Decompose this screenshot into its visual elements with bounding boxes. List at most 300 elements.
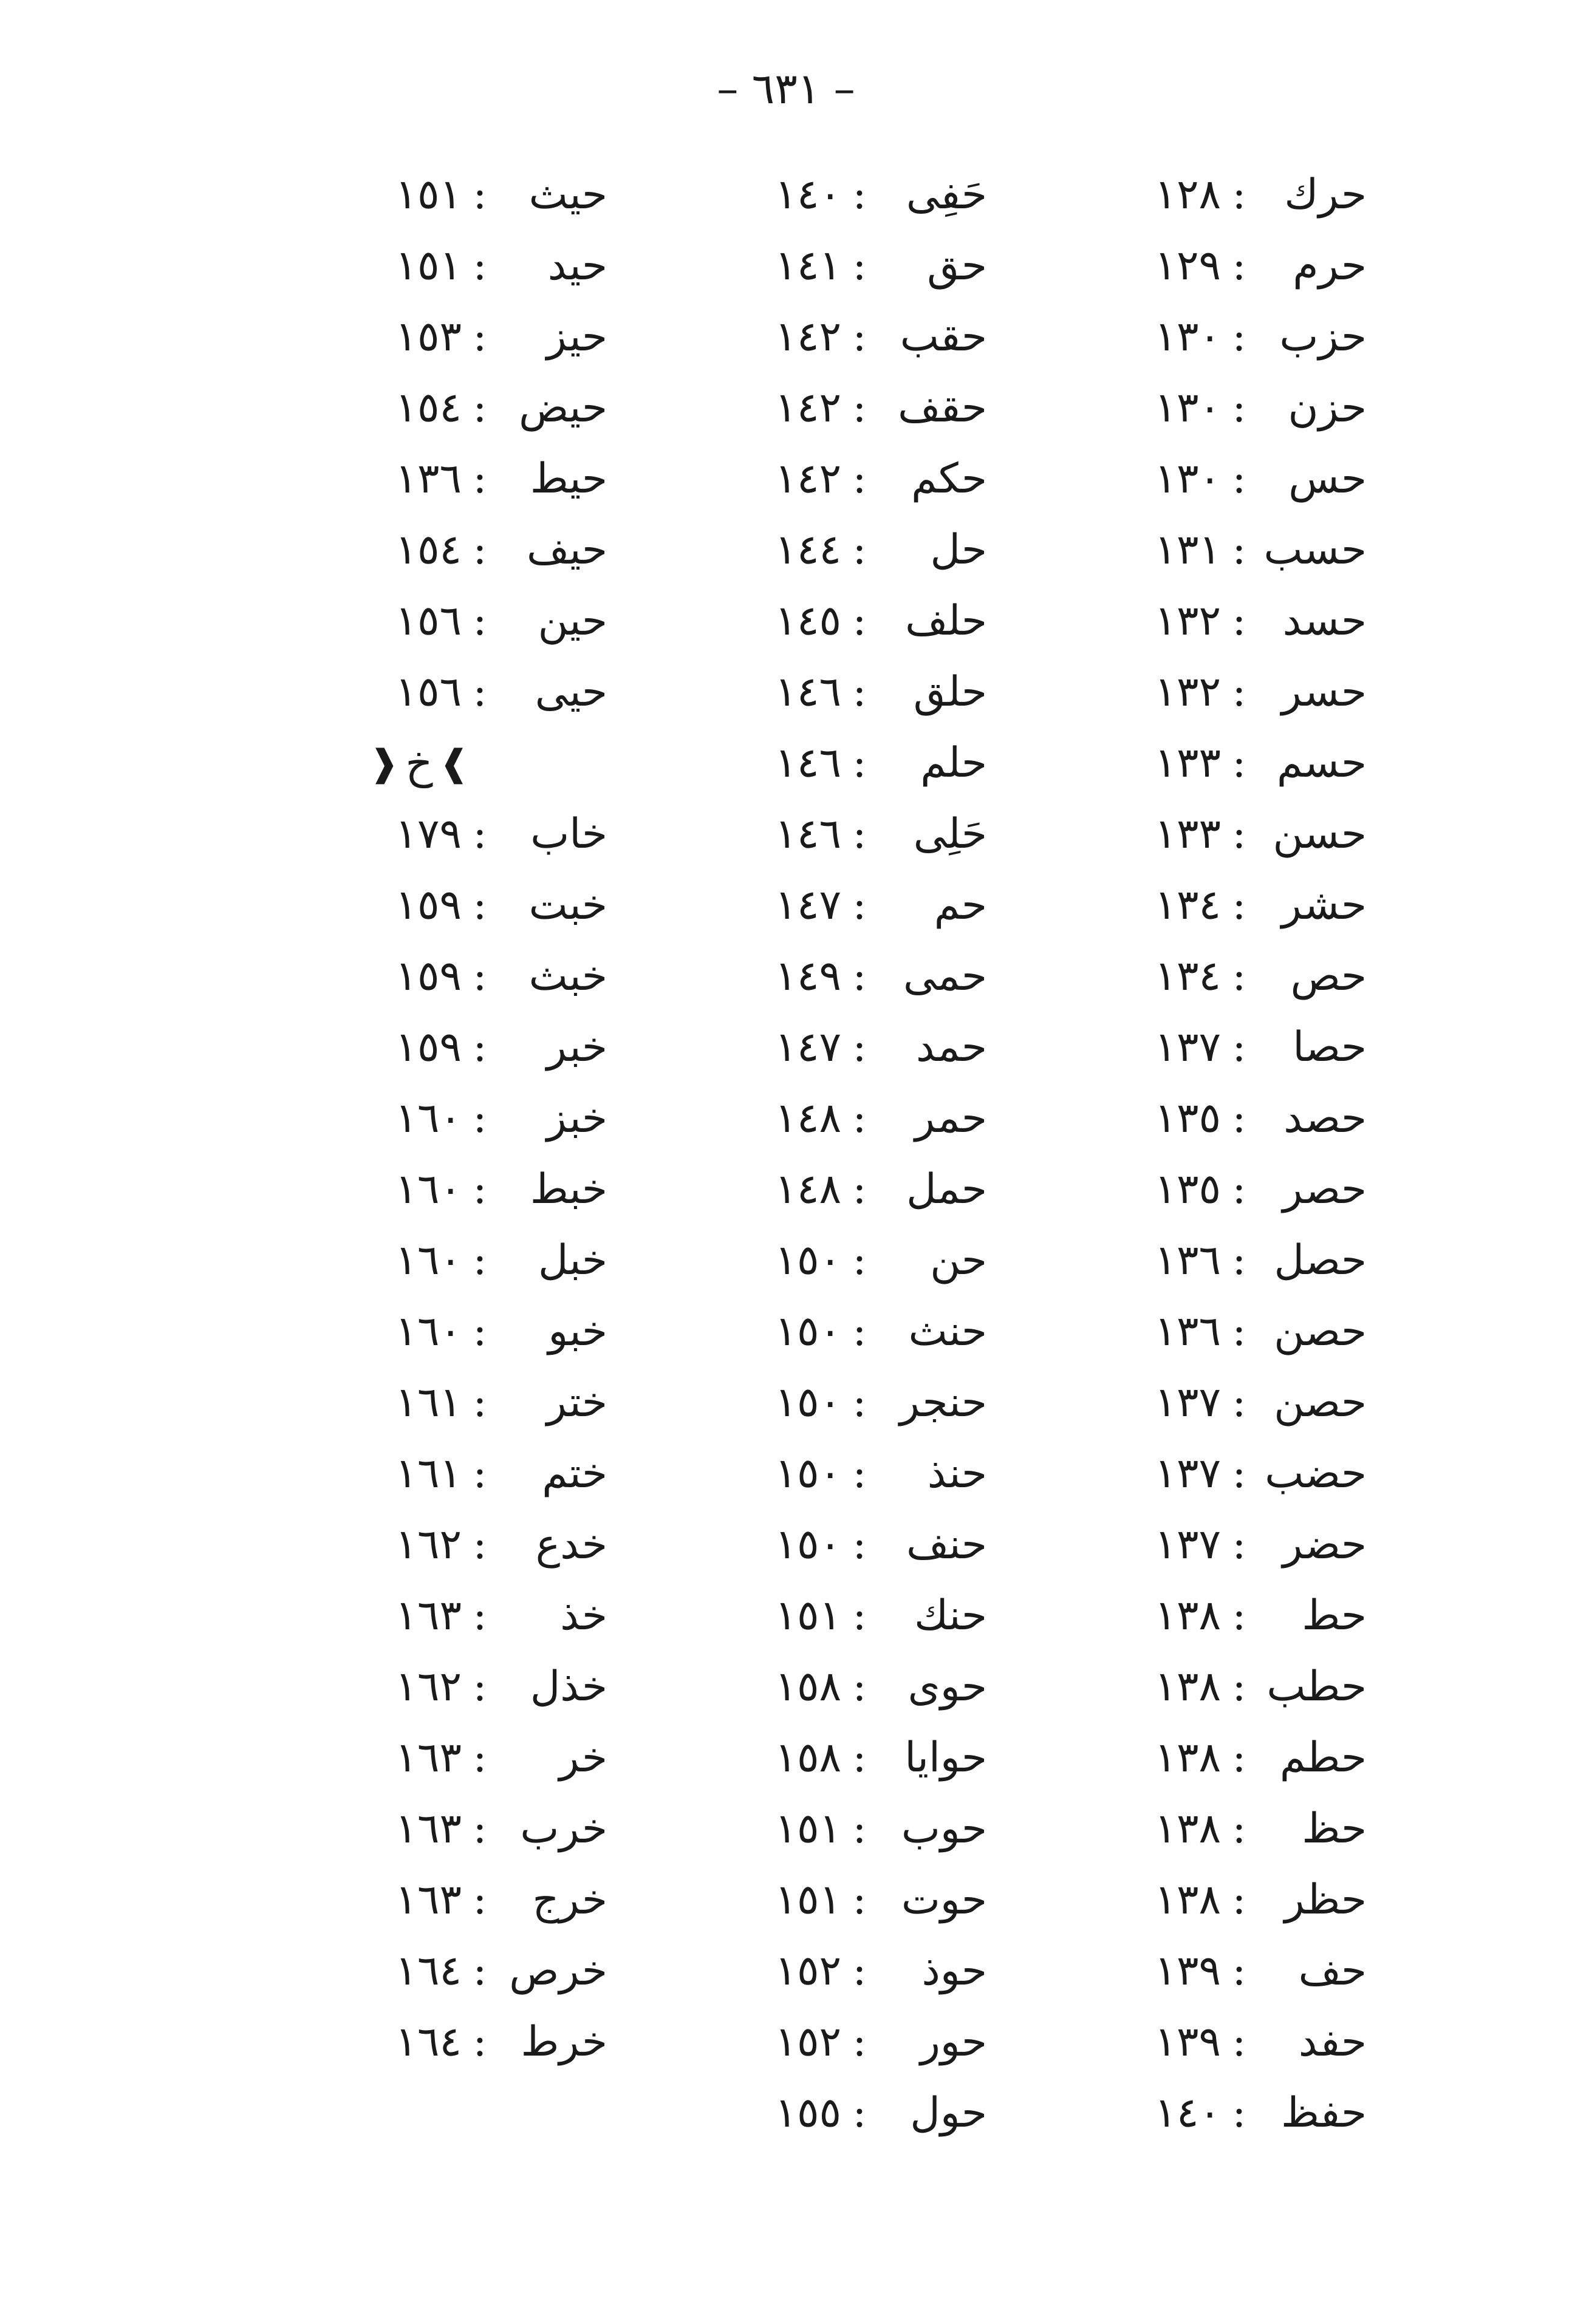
index-entry	[659, 514, 987, 585]
index-columns	[279, 159, 1367, 2149]
entry-word: حلف	[905, 597, 987, 645]
index-entry	[1039, 1580, 1367, 1651]
index-entry	[279, 656, 607, 728]
entry-page: ١٣٠	[1154, 384, 1221, 432]
index-entry	[279, 2006, 607, 2077]
entry-separator: :	[852, 1165, 867, 1213]
entry-word: حطب	[1266, 1663, 1367, 1711]
entry-page: ١٦٣	[395, 1805, 462, 1853]
entry-word: حوى	[907, 1663, 987, 1711]
entry-separator: :	[1232, 1805, 1246, 1853]
section-header-kha	[279, 728, 607, 799]
entry-word: حمد	[915, 1023, 987, 1071]
entry-word: حمى	[903, 952, 987, 1000]
entry-word: حصر	[1282, 1165, 1367, 1213]
entry-page: ١٤٠	[774, 171, 841, 219]
entry-separator: :	[852, 1947, 867, 1995]
index-entry	[659, 301, 987, 372]
entry-word: حسر	[1281, 668, 1367, 716]
index-entry	[1039, 159, 1367, 230]
entry-page: ١٥٩	[395, 952, 462, 1000]
entry-page: ١٦٢	[395, 1521, 462, 1569]
entry-separator: :	[852, 1236, 867, 1284]
entry-separator: :	[1232, 1094, 1246, 1142]
entry-separator: :	[473, 313, 487, 361]
entry-separator: :	[473, 1734, 487, 1782]
entry-page: ١٦٤	[395, 2018, 462, 2066]
entry-word: حيض	[519, 384, 607, 432]
column-left	[279, 159, 607, 2149]
entry-page: ١٦٣	[395, 1734, 462, 1782]
index-entry	[659, 159, 987, 230]
index-entry	[279, 1367, 607, 1438]
entry-word: حقف	[898, 384, 987, 432]
index-entry	[659, 1367, 987, 1438]
entry-word: حصل	[1274, 1236, 1367, 1284]
entry-page: ١٥٠	[774, 1307, 841, 1355]
entry-separator: :	[852, 1450, 867, 1498]
page-number: – ٦٣١ –	[717, 64, 855, 114]
entry-word: حيز	[546, 313, 607, 361]
entry-page: ١٥٦	[395, 597, 462, 645]
index-entry	[279, 159, 607, 230]
entry-word: حنذ	[927, 1450, 987, 1498]
entry-word: حيث	[528, 171, 607, 219]
entry-separator: :	[473, 952, 487, 1000]
index-entry	[659, 1012, 987, 1083]
entry-page: ١٤٨	[774, 1165, 841, 1213]
entry-word: حصد	[1283, 1094, 1367, 1142]
entry-word: حلق	[913, 668, 987, 716]
entry-separator: :	[852, 171, 867, 219]
index-entry	[279, 1793, 607, 1864]
entry-word: حضر	[1282, 1521, 1367, 1569]
entry-page: ١٥٤	[395, 384, 462, 432]
entry-page: ١٣٥	[1154, 1165, 1221, 1213]
entry-word: حوذ	[921, 1947, 987, 1995]
entry-page: ١٣٤	[1154, 952, 1221, 1000]
entry-page: ١٥٨	[774, 1734, 841, 1782]
entry-word: حسم	[1277, 739, 1367, 787]
index-entry	[1039, 1083, 1367, 1154]
entry-separator: :	[852, 668, 867, 716]
index-entry	[279, 1651, 607, 1722]
entry-page: ١٦١	[395, 1450, 462, 1498]
entry-separator: :	[852, 1521, 867, 1569]
index-entry	[659, 941, 987, 1012]
index-entry	[1039, 1793, 1367, 1864]
entry-word: حرك	[1284, 171, 1367, 219]
entry-word: حنف	[906, 1521, 987, 1569]
index-entry	[279, 941, 607, 1012]
index-entry	[1039, 585, 1367, 656]
entry-word: حسد	[1282, 597, 1367, 645]
entry-separator: :	[473, 1805, 487, 1853]
index-entry	[1039, 1367, 1367, 1438]
entry-separator: :	[852, 1734, 867, 1782]
entry-separator: :	[852, 1876, 867, 1924]
entry-page: ١٥٢	[774, 1947, 841, 1995]
index-entry	[279, 1296, 607, 1367]
entry-page: ١٤٤	[774, 526, 841, 574]
entry-word: حف	[1298, 1947, 1367, 1995]
entry-word: خرج	[532, 1876, 607, 1924]
entry-separator: :	[1232, 810, 1246, 858]
entry-separator: :	[852, 1307, 867, 1355]
index-entry	[1039, 443, 1367, 514]
entry-word: حوايا	[904, 1734, 987, 1782]
index-entry	[1039, 1154, 1367, 1225]
entry-page: ١٥٠	[774, 1521, 841, 1569]
entry-word: حزب	[1279, 313, 1367, 361]
entry-page: ١٥٠	[774, 1236, 841, 1284]
entry-page: ١٥٤	[395, 526, 462, 574]
entry-page: ١٥٨	[774, 1663, 841, 1711]
entry-word: خرط	[521, 2018, 607, 2066]
ornament-left: ❰	[369, 741, 400, 785]
entry-separator: :	[473, 455, 487, 503]
entry-word: خذ	[560, 1592, 607, 1640]
entry-separator: :	[852, 526, 867, 574]
index-entry	[659, 2006, 987, 2077]
index-entry	[1039, 728, 1367, 799]
index-entry	[279, 870, 607, 941]
entry-page: ١٤٩	[774, 952, 841, 1000]
entry-page: ١٤٦	[774, 668, 841, 716]
entry-page: ١٧٩	[395, 810, 462, 858]
index-entry	[659, 1793, 987, 1864]
entry-word: حوب	[901, 1805, 987, 1853]
index-entry	[279, 1012, 607, 1083]
index-entry	[659, 1864, 987, 1935]
entry-separator: :	[473, 1876, 487, 1924]
index-entry	[279, 1935, 607, 2006]
index-entry	[1039, 230, 1367, 301]
entry-page: ١٣٨	[1154, 1805, 1221, 1853]
index-entry	[659, 2077, 987, 2149]
entry-word: حزن	[1288, 384, 1367, 432]
entry-page: ١٣٧	[1154, 1521, 1221, 1569]
entry-word: خبت	[528, 881, 607, 929]
entry-separator: :	[852, 242, 867, 290]
entry-separator: :	[852, 1592, 867, 1640]
entry-separator: :	[473, 2018, 487, 2066]
index-entry	[659, 870, 987, 941]
entry-page: ١٣٨	[1154, 1592, 1221, 1640]
entry-page: ١٥٢	[774, 2018, 841, 2066]
index-entry	[659, 1438, 987, 1509]
entry-separator: :	[473, 668, 487, 716]
entry-page: ١٤٧	[774, 881, 841, 929]
entry-word: حنجر	[900, 1378, 987, 1426]
entry-separator: :	[1232, 1236, 1246, 1284]
entry-page: ١٤١	[774, 242, 841, 290]
entry-separator: :	[852, 881, 867, 929]
entry-page: ١٣٢	[1154, 597, 1221, 645]
index-entry	[659, 443, 987, 514]
entry-word: حقب	[900, 313, 987, 361]
index-entry	[279, 1083, 607, 1154]
entry-word: حمر	[915, 1094, 987, 1142]
entry-page: ١٣٣	[1154, 810, 1221, 858]
entry-word: حضب	[1265, 1450, 1367, 1498]
entry-word: خرص	[509, 1947, 607, 1995]
entry-word: حيط	[530, 455, 607, 503]
entry-separator: :	[473, 1521, 487, 1569]
index-entry	[1039, 301, 1367, 372]
entry-page: ١٢٨	[1154, 171, 1221, 219]
entry-page: ١٤٦	[774, 810, 841, 858]
entry-separator: :	[1232, 1734, 1246, 1782]
entry-page: ١٤٠	[1154, 2089, 1221, 2137]
entry-separator: :	[852, 2018, 867, 2066]
entry-word: حفظ	[1281, 2089, 1367, 2137]
index-entry	[659, 1580, 987, 1651]
entry-word: حق	[927, 242, 987, 290]
entry-word: حظ	[1302, 1805, 1367, 1853]
entry-separator: :	[473, 242, 487, 290]
index-entry	[1039, 1012, 1367, 1083]
entry-word: حول	[910, 2089, 987, 2137]
entry-page: ١٣٩	[1154, 2018, 1221, 2066]
index-entry	[659, 1083, 987, 1154]
entry-page: ١٥١	[395, 242, 462, 290]
entry-page: ١٣٦	[1154, 1236, 1221, 1284]
column-right	[1039, 159, 1367, 2149]
index-entry	[279, 372, 607, 443]
entry-word: حَفِى	[906, 171, 987, 219]
entry-word: حم	[934, 881, 987, 929]
entry-separator: :	[1232, 2089, 1246, 2137]
entry-separator: :	[852, 455, 867, 503]
entry-separator: :	[1232, 952, 1246, 1000]
entry-word: خبط	[530, 1165, 607, 1213]
entry-page: ١٦٠	[395, 1165, 462, 1213]
index-entry	[1039, 1509, 1367, 1580]
index-entry	[1039, 941, 1367, 1012]
entry-separator: :	[473, 1378, 487, 1426]
entry-page: ١٤٥	[774, 597, 841, 645]
entry-separator: :	[852, 1805, 867, 1853]
entry-page: ١٣٥	[1154, 1094, 1221, 1142]
index-entry	[659, 230, 987, 301]
index-entry	[279, 1438, 607, 1509]
entry-word: حط	[1302, 1592, 1367, 1640]
entry-word: خبز	[546, 1094, 607, 1142]
entry-word: حلم	[920, 739, 987, 787]
entry-separator: :	[473, 881, 487, 929]
index-entry	[1039, 2077, 1367, 2149]
entry-page: ١٤٢	[774, 384, 841, 432]
entry-page: ١٢٩	[1154, 242, 1221, 290]
entry-page: ١٣٠	[1154, 313, 1221, 361]
index-entry	[659, 585, 987, 656]
entry-page: ١٥٥	[774, 2089, 841, 2137]
index-entry	[1039, 1225, 1367, 1296]
entry-word: حنث	[908, 1307, 987, 1355]
index-entry	[659, 728, 987, 799]
entry-separator: :	[1232, 1663, 1246, 1711]
entry-page: ١٤٦	[774, 739, 841, 787]
entry-separator: :	[473, 1663, 487, 1711]
entry-separator: :	[852, 597, 867, 645]
entry-page: ١٣٦	[395, 455, 462, 503]
entry-separator: :	[473, 526, 487, 574]
entry-page: ١٦٣	[395, 1876, 462, 1924]
entry-page: ١٤٢	[774, 313, 841, 361]
entry-page: ١٥١	[395, 171, 462, 219]
entry-separator: :	[1232, 1023, 1246, 1071]
entry-separator: :	[1232, 1521, 1246, 1569]
entry-page: ١٣٨	[1154, 1734, 1221, 1782]
entry-word: خاب	[530, 810, 607, 858]
entry-word: حور	[920, 2018, 987, 2066]
entry-separator: :	[473, 810, 487, 858]
entry-page: ١٣٨	[1154, 1663, 1221, 1711]
ornament-right: ❱	[439, 741, 470, 785]
index-entry	[279, 799, 607, 870]
entry-separator: :	[1232, 597, 1246, 645]
entry-separator: :	[473, 171, 487, 219]
index-entry	[1039, 2006, 1367, 2077]
entry-separator: :	[1232, 455, 1246, 503]
entry-page: ١٦٤	[395, 1947, 462, 1995]
entry-page: ١٣٦	[1154, 1307, 1221, 1355]
entry-separator: :	[473, 597, 487, 645]
entry-page: ١٥٩	[395, 881, 462, 929]
entry-page: ١٥٣	[395, 313, 462, 361]
entry-separator: :	[1232, 242, 1246, 290]
index-entry	[1039, 870, 1367, 941]
entry-word: حظر	[1284, 1876, 1367, 1924]
entry-page: ١٣٤	[1154, 881, 1221, 929]
entry-page: ١٣٧	[1154, 1378, 1221, 1426]
entry-word: ختر	[546, 1378, 607, 1426]
index-entry	[1039, 372, 1367, 443]
index-entry	[659, 1722, 987, 1793]
index-entry	[279, 1864, 607, 1935]
index-entry	[659, 656, 987, 728]
index-entry	[279, 514, 607, 585]
entry-page: ١٣٠	[1154, 455, 1221, 503]
entry-page: ١٣١	[1154, 526, 1221, 574]
entry-separator: :	[852, 384, 867, 432]
entry-page: ١٥٠	[774, 1450, 841, 1498]
entry-word: حمل	[906, 1165, 987, 1213]
index-entry	[279, 1509, 607, 1580]
entry-word: حفد	[1298, 2018, 1367, 2066]
index-entry	[279, 230, 607, 301]
index-entry	[659, 1154, 987, 1225]
entry-page: ١٣٧	[1154, 1023, 1221, 1071]
entry-word: حسب	[1263, 526, 1367, 574]
entry-word: حن	[930, 1236, 987, 1284]
index-entry	[1039, 1438, 1367, 1509]
index-entry	[1039, 1651, 1367, 1722]
entry-page: ١٥٩	[395, 1023, 462, 1071]
entry-word: خدع	[535, 1521, 607, 1569]
entry-separator: :	[1232, 1450, 1246, 1498]
entry-separator: :	[473, 1947, 487, 1995]
entry-separator: :	[473, 1450, 487, 1498]
entry-separator: :	[852, 739, 867, 787]
entry-separator: :	[1232, 1947, 1246, 1995]
index-entry	[279, 1154, 607, 1225]
entry-page: ١٦٠	[395, 1236, 462, 1284]
entry-separator: :	[852, 1663, 867, 1711]
entry-page: ١٣٢	[1154, 668, 1221, 716]
entry-separator: :	[1232, 313, 1246, 361]
entry-word: حل	[930, 526, 987, 574]
entry-page: ١٦١	[395, 1378, 462, 1426]
index-entry	[659, 1651, 987, 1722]
entry-separator: :	[1232, 526, 1246, 574]
index-entry	[1039, 514, 1367, 585]
entry-separator: :	[852, 1023, 867, 1071]
entry-word: ختم	[542, 1450, 607, 1498]
entry-separator: :	[1232, 739, 1246, 787]
entry-separator: :	[1232, 881, 1246, 929]
entry-separator: :	[473, 1023, 487, 1071]
entry-separator: :	[1232, 1307, 1246, 1355]
entry-word: حطم	[1279, 1734, 1367, 1782]
entry-word: حيف	[527, 526, 607, 574]
entry-word: حصن	[1274, 1378, 1367, 1426]
index-entry	[1039, 1296, 1367, 1367]
entry-separator: :	[473, 1307, 487, 1355]
entry-word: خذل	[530, 1663, 607, 1711]
entry-separator: :	[473, 1592, 487, 1640]
entry-word: حين	[538, 597, 607, 645]
index-entry	[1039, 1722, 1367, 1793]
entry-separator: :	[1232, 1592, 1246, 1640]
entry-separator: :	[473, 384, 487, 432]
index-entry	[279, 443, 607, 514]
section-letter: خ	[405, 738, 433, 788]
entry-separator: :	[1232, 1165, 1246, 1213]
entry-separator: :	[1232, 2018, 1246, 2066]
index-entry	[279, 1722, 607, 1793]
index-entry	[1039, 656, 1367, 728]
entry-separator: :	[1232, 1876, 1246, 1924]
entry-page: ١٥١	[774, 1592, 841, 1640]
entry-word: خبل	[538, 1236, 607, 1284]
entry-separator: :	[473, 1165, 487, 1213]
entry-page: ١٤٧	[774, 1023, 841, 1071]
entry-page: ١٤٢	[774, 455, 841, 503]
entry-separator: :	[852, 313, 867, 361]
index-entry	[279, 585, 607, 656]
entry-word: حَلِى	[913, 810, 987, 858]
entry-word: خبث	[528, 952, 607, 1000]
index-entry	[279, 1580, 607, 1651]
entry-page: ١٦٢	[395, 1663, 462, 1711]
index-entry	[659, 1509, 987, 1580]
entry-word: خبر	[546, 1023, 607, 1071]
entry-word: حرم	[1293, 242, 1367, 290]
entry-separator: :	[473, 1236, 487, 1284]
entry-word: حص	[1290, 952, 1367, 1000]
entry-page: ١٤٨	[774, 1094, 841, 1142]
entry-word: خبو	[548, 1307, 607, 1355]
index-entry	[279, 301, 607, 372]
entry-page: ١٣٨	[1154, 1876, 1221, 1924]
entry-page: ١٥١	[774, 1876, 841, 1924]
entry-word: حس	[1288, 455, 1367, 503]
entry-separator: :	[1232, 1378, 1246, 1426]
entry-word: حيى	[535, 668, 607, 716]
entry-page: ١٦٠	[395, 1307, 462, 1355]
